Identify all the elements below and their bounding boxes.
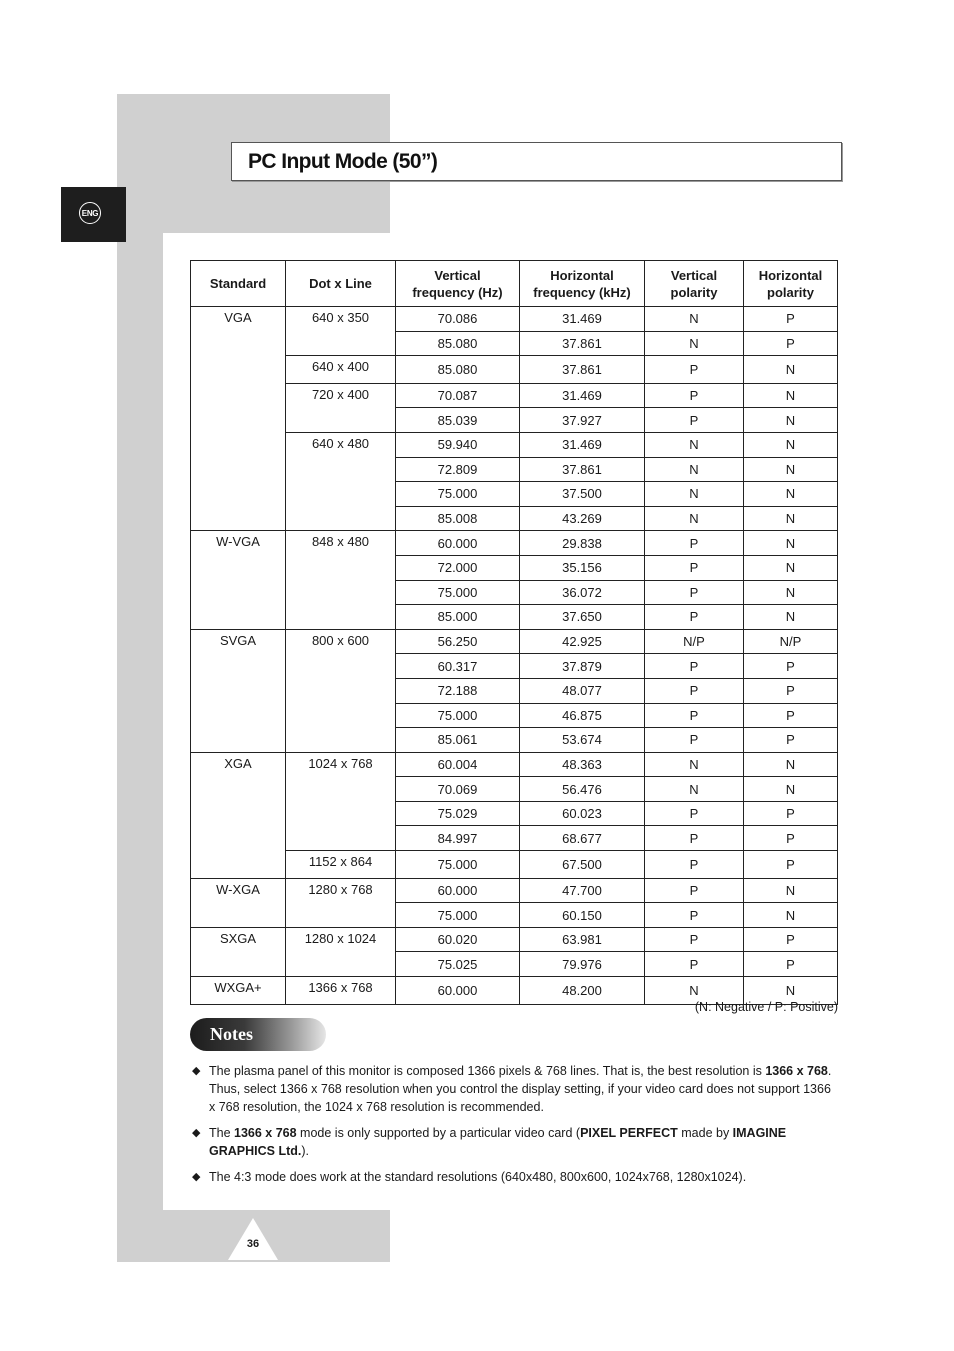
cell-vertical-frequency: 85.000: [396, 605, 520, 630]
cell-horizontal-polarity: P: [744, 728, 838, 753]
cell-vertical-polarity: P: [645, 878, 744, 903]
background-band-left: [117, 94, 163, 1262]
cell-standard: W-XGA: [191, 878, 286, 927]
cell-dot-line: 800 x 600: [286, 629, 396, 752]
header-standard: Standard: [191, 261, 286, 307]
cell-vertical-frequency: 60.000: [396, 977, 520, 1005]
cell-horizontal-polarity: P: [744, 654, 838, 679]
cell-horizontal-polarity: N/P: [744, 629, 838, 654]
cell-horizontal-frequency: 48.077: [520, 678, 645, 703]
cell-horizontal-polarity: N: [744, 531, 838, 556]
cell-vertical-frequency: 85.008: [396, 506, 520, 531]
cell-vertical-frequency: 85.080: [396, 356, 520, 384]
cell-vertical-polarity: P: [645, 952, 744, 977]
cell-horizontal-polarity: P: [744, 801, 838, 826]
note-text: The 4:3 mode does work at the standard resolutions (640x480, 800x600, 1024x768, 1280x1024).: [209, 1170, 747, 1184]
cell-vertical-polarity: P: [645, 605, 744, 630]
cell-horizontal-frequency: 60.150: [520, 903, 645, 928]
diamond-bullet-icon: ◆: [192, 1171, 201, 1183]
cell-horizontal-polarity: P: [744, 703, 838, 728]
cell-horizontal-frequency: 63.981: [520, 927, 645, 952]
cell-vertical-polarity: P: [645, 927, 744, 952]
table-row: [191, 629, 838, 654]
cell-horizontal-polarity: N: [744, 580, 838, 605]
language-tab: [61, 187, 126, 242]
cell-vertical-frequency: 60.020: [396, 927, 520, 952]
cell-dot-line: 1152 x 864: [286, 851, 396, 879]
cell-horizontal-frequency: 36.072: [520, 580, 645, 605]
cell-horizontal-frequency: 43.269: [520, 506, 645, 531]
cell-horizontal-frequency: 29.838: [520, 531, 645, 556]
cell-vertical-polarity: N: [645, 506, 744, 531]
language-label: ENG: [81, 208, 99, 218]
cell-horizontal-frequency: 48.200: [520, 977, 645, 1005]
cell-dot-line: 1280 x 1024: [286, 927, 396, 976]
cell-horizontal-frequency: 42.925: [520, 629, 645, 654]
cell-horizontal-polarity: N: [744, 777, 838, 802]
cell-horizontal-polarity: P: [744, 952, 838, 977]
cell-vertical-frequency: 70.086: [396, 307, 520, 332]
cell-horizontal-polarity: N: [744, 506, 838, 531]
cell-horizontal-frequency: 37.927: [520, 408, 645, 433]
note-text: IMAGINE GRAPHICS Ltd.: [209, 1126, 787, 1158]
cell-standard: W-VGA: [191, 531, 286, 629]
table-row: [191, 356, 838, 384]
cell-vertical-polarity: N: [645, 457, 744, 482]
cell-horizontal-frequency: 37.861: [520, 457, 645, 482]
cell-horizontal-polarity: N: [744, 878, 838, 903]
pc-input-mode-table: [190, 260, 838, 1005]
cell-horizontal-frequency: 31.469: [520, 432, 645, 457]
cell-dot-line: 640 x 400: [286, 356, 396, 384]
cell-horizontal-polarity: P: [744, 826, 838, 851]
cell-horizontal-frequency: 67.500: [520, 851, 645, 879]
cell-horizontal-polarity: N: [744, 605, 838, 630]
cell-vertical-frequency: 75.000: [396, 703, 520, 728]
cell-horizontal-frequency: 60.023: [520, 801, 645, 826]
cell-dot-line: 640 x 350: [286, 307, 396, 356]
cell-dot-line: 1280 x 768: [286, 878, 396, 927]
cell-vertical-frequency: 59.940: [396, 432, 520, 457]
cell-vertical-polarity: P: [645, 903, 744, 928]
cell-dot-line: 640 x 480: [286, 432, 396, 530]
cell-horizontal-polarity: N: [744, 977, 838, 1005]
notes-heading: Notes: [210, 1024, 253, 1044]
cell-vertical-polarity: N: [645, 331, 744, 356]
note-text: PIXEL PERFECT: [580, 1126, 678, 1140]
note-item: [190, 1168, 838, 1186]
cell-vertical-frequency: 72.809: [396, 457, 520, 482]
cell-vertical-polarity: P: [645, 383, 744, 408]
cell-vertical-polarity: P: [645, 580, 744, 605]
notes-list: [190, 1062, 838, 1194]
header-horizontal-polarity: Horizontal polarity: [744, 261, 838, 307]
table-row: [191, 752, 838, 777]
cell-vertical-frequency: 75.000: [396, 580, 520, 605]
cell-vertical-frequency: 85.080: [396, 331, 520, 356]
cell-horizontal-frequency: 37.861: [520, 356, 645, 384]
header-vertical-frequency: Vertical frequency (Hz): [396, 261, 520, 307]
cell-dot-line: 720 x 400: [286, 383, 396, 432]
cell-vertical-frequency: 75.029: [396, 801, 520, 826]
cell-vertical-polarity: P: [645, 801, 744, 826]
cell-horizontal-frequency: 37.650: [520, 605, 645, 630]
cell-vertical-frequency: 60.000: [396, 531, 520, 556]
cell-vertical-polarity: P: [645, 703, 744, 728]
cell-horizontal-frequency: 47.700: [520, 878, 645, 903]
note-text: made by: [677, 1126, 733, 1140]
diamond-bullet-icon: ◆: [192, 1127, 201, 1139]
note-text: . Thus, select 1366 x 768 resolution when you control the display setting, if your video card does not support 1366 x 768 resolution, the 1024 x 768 resolution is recommended.: [209, 1064, 832, 1114]
cell-horizontal-frequency: 31.469: [520, 307, 645, 332]
cell-horizontal-polarity: P: [744, 927, 838, 952]
cell-vertical-frequency: 75.025: [396, 952, 520, 977]
cell-vertical-frequency: 75.000: [396, 851, 520, 879]
cell-horizontal-polarity: N: [744, 408, 838, 433]
table-row: [191, 927, 838, 952]
cell-horizontal-polarity: N: [744, 752, 838, 777]
cell-dot-line: 1024 x 768: [286, 752, 396, 850]
cell-vertical-polarity: P: [645, 851, 744, 879]
cell-vertical-frequency: 70.087: [396, 383, 520, 408]
cell-horizontal-polarity: N: [744, 555, 838, 580]
note-item: [190, 1124, 838, 1160]
header-horizontal-frequency: Horizontal frequency (kHz): [520, 261, 645, 307]
cell-standard: WXGA+: [191, 977, 286, 1005]
cell-vertical-polarity: N: [645, 977, 744, 1005]
cell-horizontal-frequency: 37.500: [520, 482, 645, 507]
cell-horizontal-polarity: N: [744, 903, 838, 928]
note-text: The: [209, 1126, 235, 1140]
cell-vertical-frequency: 60.317: [396, 654, 520, 679]
cell-horizontal-frequency: 48.363: [520, 752, 645, 777]
cell-vertical-polarity: P: [645, 678, 744, 703]
cell-horizontal-polarity: N: [744, 383, 838, 408]
cell-horizontal-polarity: P: [744, 307, 838, 332]
table-row: [191, 383, 838, 408]
cell-vertical-polarity: P: [645, 408, 744, 433]
page-title: PC Input Mode (50”): [248, 150, 438, 173]
cell-vertical-frequency: 72.188: [396, 678, 520, 703]
cell-vertical-polarity: N: [645, 777, 744, 802]
header-dot-line: Dot x Line: [286, 261, 396, 307]
cell-dot-line: 848 x 480: [286, 531, 396, 629]
cell-vertical-polarity: N: [645, 307, 744, 332]
note-text: The plasma panel of this monitor is composed 1366 pixels & 768 lines. That is, the best resolution is: [209, 1064, 766, 1078]
cell-horizontal-frequency: 46.875: [520, 703, 645, 728]
table-row: [191, 307, 838, 332]
cell-horizontal-frequency: 79.976: [520, 952, 645, 977]
header-vertical-polarity: Vertical polarity: [645, 261, 744, 307]
cell-vertical-polarity: P: [645, 555, 744, 580]
cell-vertical-frequency: 60.000: [396, 878, 520, 903]
cell-horizontal-frequency: 37.861: [520, 331, 645, 356]
cell-vertical-polarity: P: [645, 654, 744, 679]
cell-vertical-polarity: N/P: [645, 629, 744, 654]
cell-vertical-frequency: 75.000: [396, 482, 520, 507]
cell-horizontal-polarity: N: [744, 432, 838, 457]
table-row: [191, 531, 838, 556]
cell-vertical-frequency: 85.061: [396, 728, 520, 753]
cell-vertical-polarity: P: [645, 826, 744, 851]
cell-horizontal-frequency: 31.469: [520, 383, 645, 408]
cell-dot-line: 1366 x 768: [286, 977, 396, 1005]
cell-vertical-polarity: N: [645, 432, 744, 457]
note-item: [190, 1062, 838, 1116]
notes-heading-badge: [190, 1018, 326, 1051]
page-number: 36: [246, 1238, 260, 1250]
cell-horizontal-frequency: 56.476: [520, 777, 645, 802]
table-header-row: [191, 261, 838, 307]
note-text: 1366 x 768: [765, 1064, 828, 1078]
language-badge-icon: [79, 202, 101, 224]
cell-horizontal-polarity: N: [744, 482, 838, 507]
cell-standard: XGA: [191, 752, 286, 878]
cell-horizontal-polarity: N: [744, 457, 838, 482]
cell-horizontal-frequency: 35.156: [520, 555, 645, 580]
cell-standard: VGA: [191, 307, 286, 531]
cell-vertical-frequency: 56.250: [396, 629, 520, 654]
cell-standard: SXGA: [191, 927, 286, 976]
note-text: ).: [301, 1144, 309, 1158]
cell-vertical-polarity: P: [645, 728, 744, 753]
cell-horizontal-polarity: P: [744, 331, 838, 356]
cell-vertical-polarity: P: [645, 356, 744, 384]
diamond-bullet-icon: ◆: [192, 1065, 201, 1077]
cell-vertical-polarity: N: [645, 482, 744, 507]
cell-horizontal-polarity: P: [744, 678, 838, 703]
cell-vertical-frequency: 72.000: [396, 555, 520, 580]
cell-horizontal-frequency: 53.674: [520, 728, 645, 753]
cell-horizontal-polarity: P: [744, 851, 838, 879]
cell-vertical-frequency: 84.997: [396, 826, 520, 851]
title-box: [231, 142, 842, 181]
cell-vertical-frequency: 70.069: [396, 777, 520, 802]
table-row: [191, 851, 838, 879]
cell-horizontal-polarity: N: [744, 356, 838, 384]
table-body: [191, 307, 838, 1005]
cell-standard: SVGA: [191, 629, 286, 752]
cell-vertical-polarity: P: [645, 531, 744, 556]
table-row: [191, 878, 838, 903]
polarity-legend: (N: Negative / P: Positive): [694, 1000, 838, 1014]
note-text: 1366 x 768: [234, 1126, 297, 1140]
cell-vertical-frequency: 60.004: [396, 752, 520, 777]
cell-vertical-polarity: N: [645, 752, 744, 777]
cell-horizontal-frequency: 37.879: [520, 654, 645, 679]
note-text: mode is only supported by a particular video card (: [296, 1126, 581, 1140]
cell-vertical-frequency: 85.039: [396, 408, 520, 433]
cell-horizontal-frequency: 68.677: [520, 826, 645, 851]
table-row: [191, 432, 838, 457]
cell-vertical-frequency: 75.000: [396, 903, 520, 928]
